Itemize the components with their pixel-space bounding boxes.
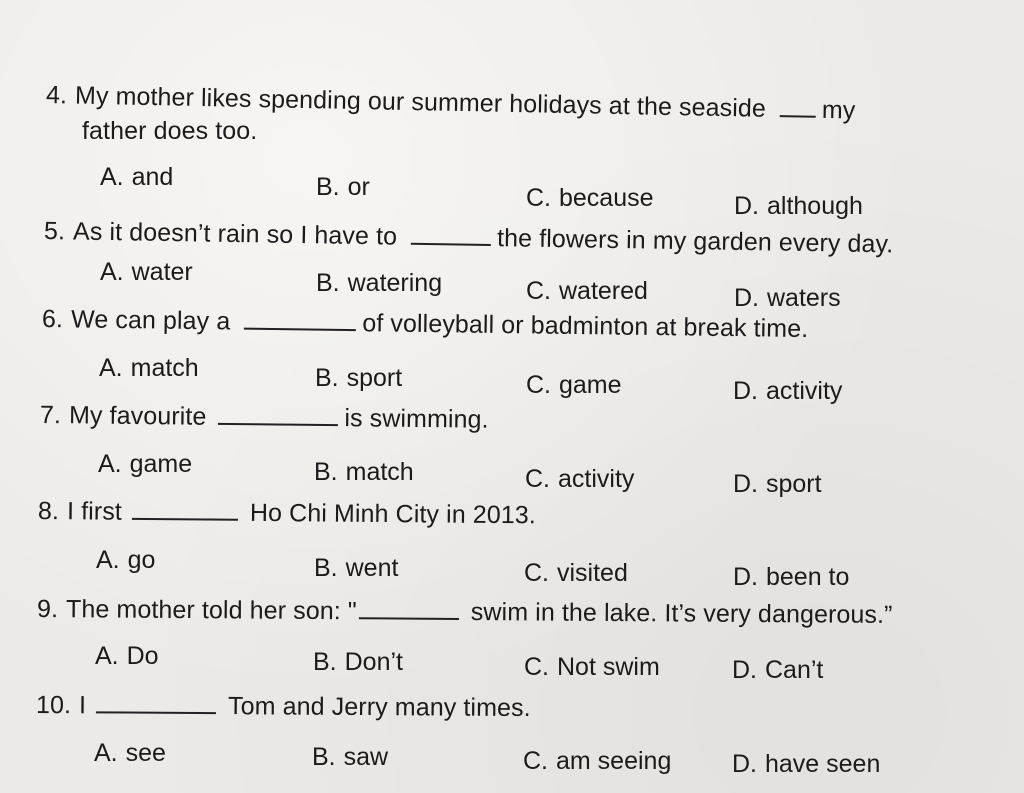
option-c[interactable]: [523, 746, 671, 776]
option-d[interactable]: [732, 655, 823, 685]
option-a[interactable]: [98, 449, 192, 479]
question-text-end: Ho Chi Minh City in 2013.: [249, 498, 537, 530]
question-text: I first: [66, 497, 123, 526]
option-text: am seeing: [556, 747, 672, 775]
option-c[interactable]: [526, 183, 654, 213]
option-text: water: [131, 258, 193, 286]
option-letter: A.: [100, 163, 124, 191]
option-letter: C.: [526, 184, 551, 212]
option-c[interactable]: [524, 558, 628, 588]
option-b[interactable]: [316, 268, 442, 298]
option-text: or: [347, 173, 370, 201]
question-text: The mother told her son: ": [65, 595, 357, 626]
option-letter: D.: [734, 284, 759, 312]
option-text: because: [559, 184, 654, 212]
option-text: have seen: [765, 750, 881, 778]
option-letter: C.: [523, 747, 548, 775]
option-b[interactable]: [312, 742, 388, 772]
option-b[interactable]: [313, 647, 403, 677]
question-number: 10.: [35, 691, 72, 720]
option-letter: A.: [95, 642, 119, 670]
option-text: match: [345, 458, 414, 486]
option-letter: D.: [732, 656, 757, 684]
option-letter: B.: [316, 173, 340, 201]
option-letter: A.: [94, 739, 118, 767]
option-letter: D.: [733, 470, 758, 498]
option-d[interactable]: [733, 469, 822, 499]
option-d[interactable]: [733, 562, 849, 592]
question-number: 6.: [41, 305, 64, 334]
option-d[interactable]: [734, 191, 863, 221]
question-number: 8.: [37, 497, 60, 526]
option-text: Can’t: [765, 656, 824, 684]
option-text: went: [345, 554, 399, 582]
answer-blank[interactable]: [359, 597, 459, 620]
option-a[interactable]: [100, 257, 193, 287]
option-letter: B.: [316, 269, 340, 297]
option-b[interactable]: [315, 363, 402, 393]
option-text: saw: [343, 743, 389, 771]
option-text: go: [127, 546, 156, 574]
option-c[interactable]: [525, 464, 634, 494]
question-number: 9.: [36, 595, 59, 624]
option-d[interactable]: [734, 283, 841, 313]
question-text-end: is swimming.: [344, 404, 489, 434]
question-text-end: swim in the lake. It’s very dangerous.”: [470, 598, 893, 629]
option-letter: B.: [313, 648, 337, 676]
question-text: My favourite: [68, 401, 207, 431]
option-text: watering: [347, 269, 443, 297]
option-letter: C.: [526, 277, 551, 305]
option-text: see: [125, 739, 166, 767]
option-text: watered: [559, 277, 648, 305]
question-4-stem-continued: father does too.: [82, 117, 258, 145]
question-text: I: [78, 691, 87, 720]
question-text-end: the flowers in my garden every day.: [496, 224, 894, 259]
option-d[interactable]: [733, 376, 842, 406]
answer-blank[interactable]: [132, 498, 238, 521]
option-text: Do: [126, 642, 159, 670]
question-number: 5.: [43, 217, 66, 246]
option-letter: B.: [314, 554, 338, 582]
answer-blank[interactable]: [244, 308, 356, 331]
option-d[interactable]: [732, 749, 880, 779]
option-text: activity: [558, 465, 635, 493]
question-9-stem: [37, 594, 893, 630]
option-text: been to: [766, 563, 850, 591]
option-a[interactable]: [95, 641, 159, 671]
question-text: We can play a: [70, 305, 231, 336]
option-letter: B.: [312, 743, 336, 771]
option-b[interactable]: [314, 457, 414, 487]
option-text: Don’t: [344, 648, 403, 676]
option-text: game: [559, 371, 622, 399]
option-letter: B.: [314, 458, 338, 486]
option-text: and: [131, 163, 174, 191]
option-letter: C.: [524, 559, 549, 587]
option-text: waters: [767, 284, 841, 312]
option-text: game: [129, 450, 193, 478]
option-c[interactable]: [524, 652, 660, 682]
answer-blank[interactable]: [780, 95, 816, 118]
option-letter: C.: [525, 465, 550, 493]
question-text: My mother likes spending our summer holidays at the seaside: [74, 81, 767, 123]
option-letter: A.: [100, 258, 124, 286]
question-number: 7.: [39, 401, 62, 430]
option-letter: A.: [96, 546, 120, 574]
option-c[interactable]: [526, 370, 622, 400]
option-letter: B.: [315, 364, 339, 392]
option-text: visited: [557, 559, 628, 587]
option-letter: C.: [524, 653, 549, 681]
option-a[interactable]: [99, 353, 199, 383]
option-text: sport: [766, 470, 822, 498]
option-a[interactable]: [96, 545, 155, 575]
option-text: match: [130, 354, 199, 382]
question-text-end: of volleyball or badminton at break time.: [362, 309, 809, 344]
option-b[interactable]: [316, 172, 370, 202]
option-letter: A.: [99, 354, 123, 382]
option-letter: D.: [732, 750, 757, 778]
question-number: 4.: [45, 81, 68, 110]
option-letter: C.: [526, 371, 551, 399]
question-6-stem: [42, 304, 809, 344]
question-5-stem: [44, 216, 894, 259]
option-text: Not swim: [557, 653, 660, 681]
option-text: although: [767, 192, 863, 220]
question-10-stem: [36, 690, 531, 723]
option-letter: A.: [98, 450, 122, 478]
answer-blank[interactable]: [411, 223, 491, 246]
answer-blank[interactable]: [96, 691, 216, 714]
option-text: sport: [346, 364, 403, 392]
option-a[interactable]: [100, 162, 173, 192]
option-text: activity: [766, 377, 843, 405]
option-a[interactable]: [94, 738, 166, 768]
question-8-stem: [38, 496, 536, 530]
answer-blank[interactable]: [218, 403, 338, 426]
question-text-end: Tom and Jerry many times.: [228, 692, 531, 723]
question-7-stem: [40, 400, 489, 435]
option-letter: D.: [734, 192, 759, 220]
question-text-end: my: [821, 95, 856, 125]
question-text: As it doesn’t rain so I have to: [72, 217, 398, 251]
option-letter: D.: [733, 377, 758, 405]
option-c[interactable]: [526, 276, 648, 306]
option-letter: D.: [733, 563, 758, 591]
option-b[interactable]: [314, 553, 398, 583]
